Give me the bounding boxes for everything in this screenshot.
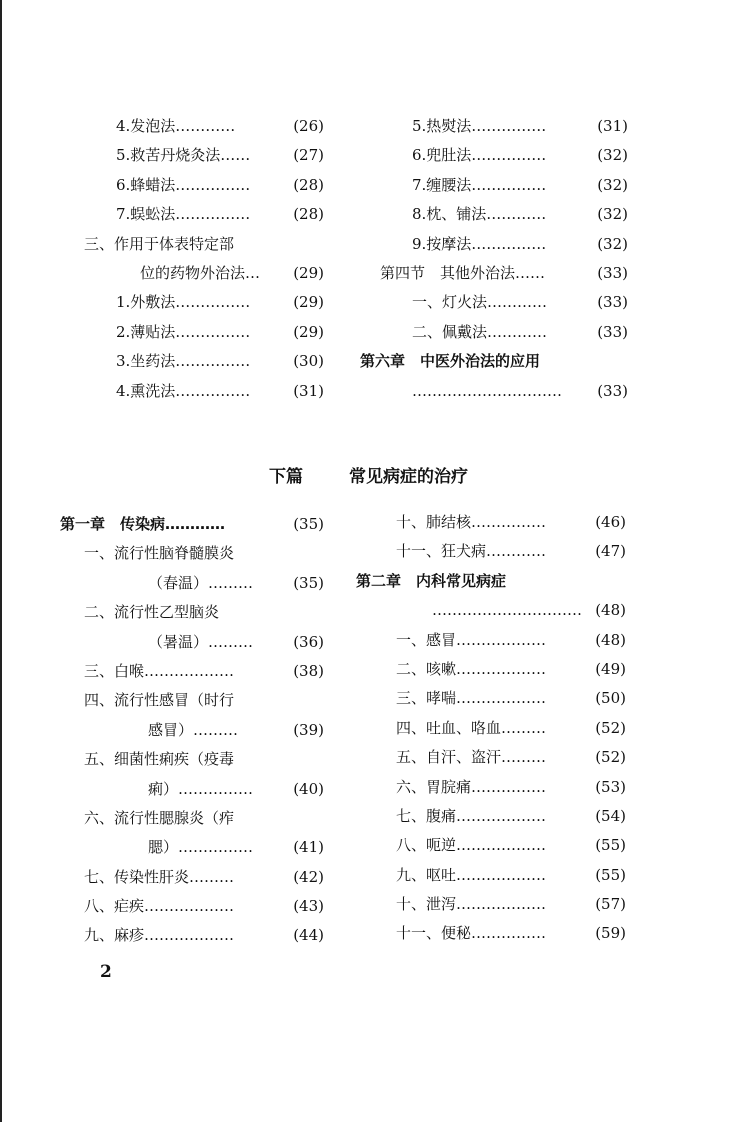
toc-entry [84, 171, 324, 200]
toc-entry-page: (26) [293, 117, 324, 135]
toc-entry [360, 377, 628, 406]
toc-entry-page: (52) [595, 718, 626, 737]
toc-entry [60, 598, 324, 627]
toc-entry [60, 628, 324, 657]
toc-entry [360, 112, 628, 141]
toc-entry-title: （春温）……… [148, 573, 254, 592]
toc-entry-title: 二、佩戴法………… [412, 322, 548, 341]
toc-entry-title: 1.外敷法…………… [116, 293, 251, 312]
toc-entry-title: 一、流行性脑脊髓膜炎 [84, 544, 235, 563]
toc-entry-title: 二、咳嗽……………… [396, 659, 547, 678]
toc-entry-title: （暑温）……… [148, 632, 254, 651]
toc-entry-page: (27) [293, 146, 324, 165]
toc-entry-page: (29) [293, 293, 324, 312]
toc-entry [84, 141, 324, 170]
section-name: 常见病症的治疗 [349, 467, 468, 487]
toc-entry-page: (33) [597, 381, 628, 400]
toc-entry [360, 318, 628, 347]
toc-entry-page: (31) [293, 381, 324, 400]
toc-entry-page: (38) [293, 661, 324, 680]
toc-entry-title: 十一、便秘…………… [396, 924, 547, 943]
toc-entry-title: 7.蜈蚣法…………… [116, 205, 251, 224]
toc-bottom-right-column [356, 508, 626, 949]
toc-entry-title: 四、流行性感冒（时行 [84, 691, 235, 710]
toc-entry [360, 259, 628, 288]
toc-entry [60, 892, 324, 921]
toc-entry-title: 第二章 内科常见病症 [356, 571, 507, 590]
toc-entry-page: (59) [595, 924, 626, 943]
toc-entry-page: (33) [597, 293, 628, 312]
toc-entry-page: (32) [597, 175, 628, 194]
toc-entry-title: 3.坐药法…………… [116, 352, 251, 371]
toc-entry-title: 腮）…………… [148, 838, 254, 857]
toc-top-left-column [84, 112, 324, 406]
toc-entry-page: (49) [595, 659, 626, 678]
toc-entry-title: 十、泄泻……………… [396, 895, 547, 914]
toc-entry [360, 230, 628, 259]
toc-entry [360, 200, 628, 229]
toc-bottom-left-column [60, 510, 324, 951]
toc-entry-page: (48) [595, 601, 626, 620]
toc-entry-title: 二、流行性乙型脑炎 [84, 603, 220, 622]
toc-entry-title: 十一、狂犬病………… [396, 542, 547, 561]
toc-entry-title: 6.兜肚法…………… [412, 146, 547, 165]
toc-entry-title: 第四节 其他外治法…… [380, 263, 546, 282]
toc-entry-title: 第六章 中医外治法的应用 [360, 352, 541, 371]
toc-entry-page: (32) [597, 146, 628, 165]
toc-entry [84, 347, 324, 376]
toc-entry [60, 510, 324, 539]
toc-entry-page: (43) [293, 897, 324, 916]
section-part: 下篇 [269, 467, 303, 487]
toc-entry-page: (28) [293, 175, 324, 194]
toc-entry [60, 775, 324, 804]
toc-entry [60, 745, 324, 774]
toc-entry-page: (32) [597, 234, 628, 253]
toc-entry-title: 2.薄贴法…………… [116, 322, 251, 341]
toc-entry [60, 921, 324, 950]
toc-entry [84, 200, 324, 229]
toc-entry [356, 831, 626, 860]
toc-entry [356, 919, 626, 948]
toc-entry-title: 第一章 传染病………… [60, 515, 226, 533]
toc-entry [356, 773, 626, 802]
toc-entry-page: (28) [293, 205, 324, 224]
toc-entry [356, 890, 626, 919]
toc-entry-title: 七、传染性肝炎……… [84, 867, 235, 886]
toc-entry-title: 6.蜂蜡法…………… [116, 175, 251, 194]
toc-entry [356, 537, 626, 566]
toc-entry-page: (41) [293, 838, 324, 857]
toc-entry [84, 230, 324, 259]
toc-entry-page: (40) [293, 779, 324, 798]
toc-entry-page: (39) [293, 720, 324, 739]
toc-entry-page: (57) [595, 895, 626, 914]
toc-entry [356, 567, 626, 596]
toc-entry-title: ………………………… [432, 601, 582, 620]
toc-entry-title: 痢）…………… [148, 779, 254, 798]
toc-entry [360, 171, 628, 200]
toc-entry-title: 三、作用于体表特定部 [84, 234, 235, 253]
toc-entry-title: 感冒）……… [148, 720, 239, 739]
toc-entry [356, 802, 626, 831]
toc-entry-page: (53) [595, 777, 626, 796]
toc-entry-page: (55) [595, 836, 626, 855]
toc-entry [84, 288, 324, 317]
toc-entry [60, 569, 324, 598]
toc-entry-page: (47) [595, 542, 626, 561]
toc-entry [356, 714, 626, 743]
toc-entry-title: 五、自汗、盗汗……… [396, 748, 547, 767]
toc-entry-title: 九、呕吐……………… [396, 865, 547, 884]
toc-entry-page: (30) [293, 352, 324, 371]
toc-entry-page: (50) [595, 689, 626, 708]
toc-entry [360, 288, 628, 317]
toc-entry [60, 716, 324, 745]
toc-entry [356, 861, 626, 890]
toc-entry-title: 八、疟疾……………… [84, 897, 235, 916]
toc-entry [60, 657, 324, 686]
toc-entry-page: (33) [597, 322, 628, 341]
toc-entry-title: 8.枕、铺法………… [412, 205, 547, 224]
toc-entry-title: 三、哮喘……………… [396, 689, 547, 708]
section-title [0, 462, 737, 487]
toc-entry [60, 804, 324, 833]
toc-entry-title: 四、吐血、咯血……… [396, 718, 547, 737]
toc-entry [60, 863, 324, 892]
toc-entry [356, 626, 626, 655]
toc-entry [60, 539, 324, 568]
toc-entry-title: 9.按摩法…………… [412, 234, 547, 253]
toc-entry-title: 4.熏洗法…………… [116, 381, 251, 400]
toc-entry-title: 4.发泡法………… [116, 117, 236, 135]
toc-entry-title: 六、胃脘痛…………… [396, 777, 547, 796]
toc-entry-page: (54) [595, 806, 626, 825]
toc-entry-title: 七、腹痛……………… [396, 806, 547, 825]
toc-entry-page: (35) [293, 515, 324, 533]
toc-entry [356, 743, 626, 772]
toc-entry-page: (42) [293, 867, 324, 886]
toc-entry-title: 六、流行性腮腺炎（痄 [84, 808, 235, 827]
toc-entry [60, 686, 324, 715]
toc-entry-page: (29) [293, 322, 324, 341]
toc-entry-page: (31) [597, 117, 628, 135]
toc-entry-page: (48) [595, 630, 626, 649]
toc-entry-title: 一、感冒……………… [396, 630, 547, 649]
toc-entry-page: (46) [595, 513, 626, 531]
toc-entry-title: 位的药物外治法… [140, 263, 261, 282]
toc-entry-title: 7.缠腰法…………… [412, 175, 547, 194]
toc-entry-title: 5.救苦丹烧灸法…… [116, 146, 251, 165]
toc-entry [84, 112, 324, 141]
toc-entry [356, 684, 626, 713]
toc-top-right-column [360, 112, 628, 406]
toc-entry-title: 5.热熨法…………… [412, 117, 547, 135]
toc-entry-title: 十、肺结核…………… [396, 513, 547, 531]
toc-entry-page: (55) [595, 865, 626, 884]
toc-entry-title: 九、麻疹……………… [84, 926, 235, 945]
toc-entry [356, 508, 626, 537]
toc-entry [360, 141, 628, 170]
toc-entry-title: 三、白喉……………… [84, 661, 235, 680]
toc-entry-page: (33) [597, 263, 628, 282]
toc-entry [84, 259, 324, 288]
toc-entry-page: (36) [293, 632, 324, 651]
toc-entry [356, 655, 626, 684]
toc-entry [60, 833, 324, 862]
toc-entry-page: (35) [293, 573, 324, 592]
toc-entry [360, 347, 628, 376]
scan-edge [0, 0, 2, 1122]
toc-entry-page: (29) [293, 263, 324, 282]
toc-entry [84, 377, 324, 406]
toc-entry [84, 318, 324, 347]
toc-entry-page: (32) [597, 205, 628, 224]
toc-entry-title: 五、细菌性痢疾（疫毒 [84, 750, 235, 769]
toc-entry-title: 一、灯火法………… [412, 293, 548, 312]
toc-entry [356, 596, 626, 625]
toc-entry-page: (44) [293, 926, 324, 945]
toc-entry-title: ………………………… [412, 381, 562, 400]
toc-entry-title: 八、呃逆……………… [396, 836, 547, 855]
page-number: 2 [100, 962, 112, 982]
toc-entry-page: (52) [595, 748, 626, 767]
